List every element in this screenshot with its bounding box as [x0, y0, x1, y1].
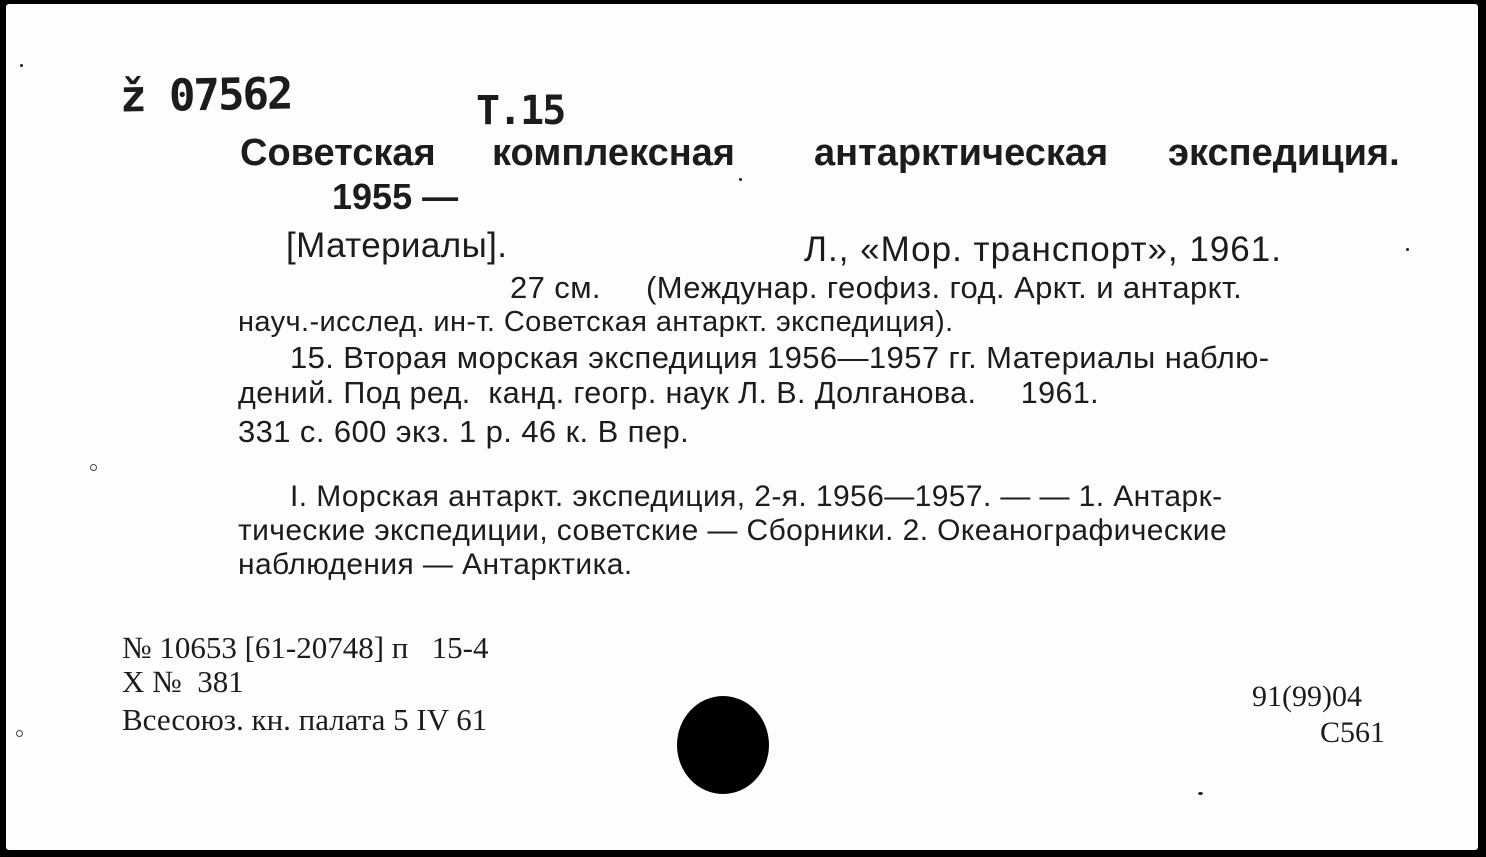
footer-x-line: Х № 381	[122, 664, 244, 699]
volume-line: 15. Вторая морская экспедиция 1956—1957 гг. Материалы наблю-	[290, 340, 1270, 375]
subject-line: наблюдения — Антарктика.	[238, 548, 633, 581]
udc-code: 91(99)04	[1252, 680, 1362, 713]
speck	[739, 178, 742, 181]
speck	[1198, 792, 1203, 795]
catalog-card	[6, 4, 1478, 850]
cutter-number: С561	[1320, 716, 1386, 749]
speck	[1406, 248, 1409, 251]
margin-dot	[16, 730, 23, 737]
heading-word: экспедиция.	[1168, 132, 1400, 174]
subject-line: тические экспедиции, советские — Сборники. 2. Океанографические	[238, 514, 1228, 547]
imprint-line: Л., «Мор. транспорт», 1961.	[804, 230, 1282, 269]
heading-word: комплексная	[492, 132, 735, 174]
speck	[20, 64, 23, 67]
series-line: науч.-исслед. ин-т. Советская антаркт. экспедиция).	[238, 306, 954, 338]
title-line: [Материалы].	[286, 226, 508, 265]
heading-years: 1955 —	[332, 176, 459, 217]
series-line: 27 см. (Междунар. геофиз. год. Аркт. и антаркт.	[510, 270, 1243, 305]
volume-line: 331 с. 600 экз. 1 р. 46 к. В пер.	[238, 414, 690, 449]
volume-stamp: T.15	[476, 88, 565, 134]
volume-line: дений. Под ред. канд. геогр. наук Л. В. Долганова. 1961.	[238, 376, 1100, 410]
call-number: ž 07562	[119, 68, 292, 123]
punch-hole	[677, 696, 769, 794]
footer-number-line: № 10653 [61-20748] п 15-4	[122, 630, 489, 665]
heading-word: Советская	[240, 132, 436, 174]
margin-dot	[90, 464, 97, 471]
footer-chamber-line: Всесоюз. кн. палата 5 IV 61	[122, 702, 488, 737]
heading-word: антарктическая	[814, 132, 1109, 174]
subject-line: I. Морская антаркт. экспедиция, 2-я. 1956—1957. — — 1. Антарк-	[290, 480, 1223, 513]
